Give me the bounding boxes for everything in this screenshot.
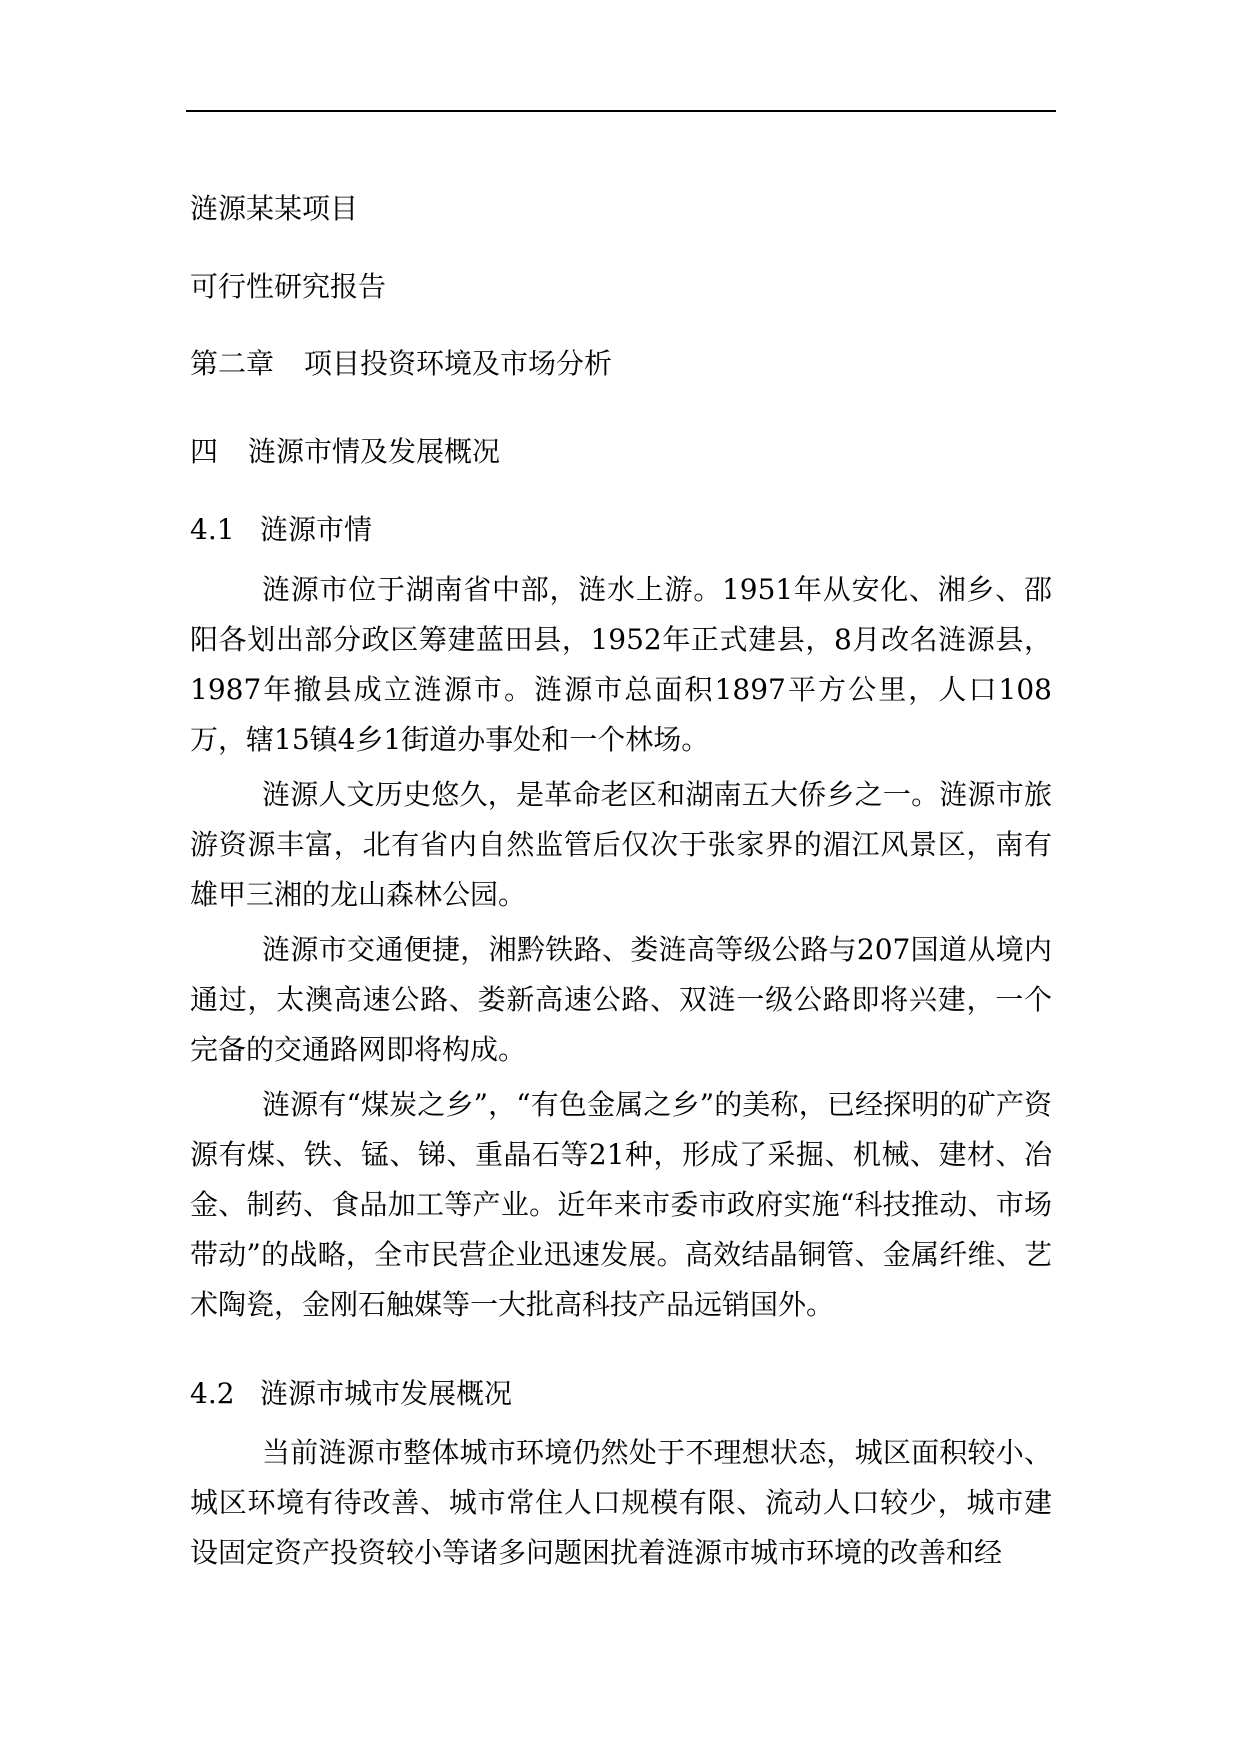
section-title: 涟源市情及发展概况 xyxy=(248,435,501,468)
subsection-number: 4.1 xyxy=(190,513,235,546)
header-rule xyxy=(186,110,1056,112)
paragraph: 涟源人文历史悠久，是革命老区和湖南五大侨乡之一。涟源市旅游资源丰富，北有省内自然监管后仅次于张家界的湄江风景区，南有雄甲三湘的龙山森林公园。 xyxy=(190,778,1052,911)
subsection-title: 涟源市情 xyxy=(260,513,373,546)
chapter-heading xyxy=(190,347,613,380)
report-title: 可行性研究报告 xyxy=(190,270,387,303)
section-heading xyxy=(190,435,501,468)
subsection-title: 涟源市城市发展概况 xyxy=(260,1377,513,1410)
paragraph: 当前涟源市整体城市环境仍然处于不理想状态，城区面积较小、城区环境有待改善、城市常住人口规模有限、流动人口较少，城市建设固定资产投资较小等诸多问题困扰着涟源市城市环境的改善和经 xyxy=(190,1436,1052,1569)
chapter-label: 第二章 xyxy=(190,347,275,380)
section-number: 四 xyxy=(190,435,219,468)
paragraph: 涟源市位于湖南省中部，涟水上游。1951年从安化、湘乡、邵阳各划出部分政区筹建蓝田县，1952年正式建县，8月改名涟源县，1987年撤县成立涟源市。涟源市总面积1897平方公里，人口108万，辖15镇4乡1街道办事处和一个林场。 xyxy=(190,573,1052,756)
project-title: 涟源某某项目 xyxy=(190,192,359,225)
subsection-heading-4-1 xyxy=(190,513,373,546)
paragraph: 涟源有“煤炭之乡”，“有色金属之乡”的美称，已经探明的矿产资源有煤、铁、锰、锑、重晶石等21种，形成了采掘、机械、建材、冶金、制药、食品加工等产业。近年来市委市政府实施“科技推动、市场带动”的战略，全市民营企业迅速发展。高效结晶铜管、金属纤维、艺术陶瓷，金刚石触媒等一大批高科技产品远销国外。 xyxy=(190,1088,1052,1321)
subsection-heading-4-2 xyxy=(190,1377,513,1410)
paragraph: 涟源市交通便捷，湘黔铁路、娄涟高等级公路与207国道从境内通过，太澳高速公路、娄新高速公路、双涟一级公路即将兴建，一个完备的交通路网即将构成。 xyxy=(190,933,1052,1066)
subsection-number: 4.2 xyxy=(190,1377,235,1410)
chapter-title: 项目投资环境及市场分析 xyxy=(304,347,613,380)
